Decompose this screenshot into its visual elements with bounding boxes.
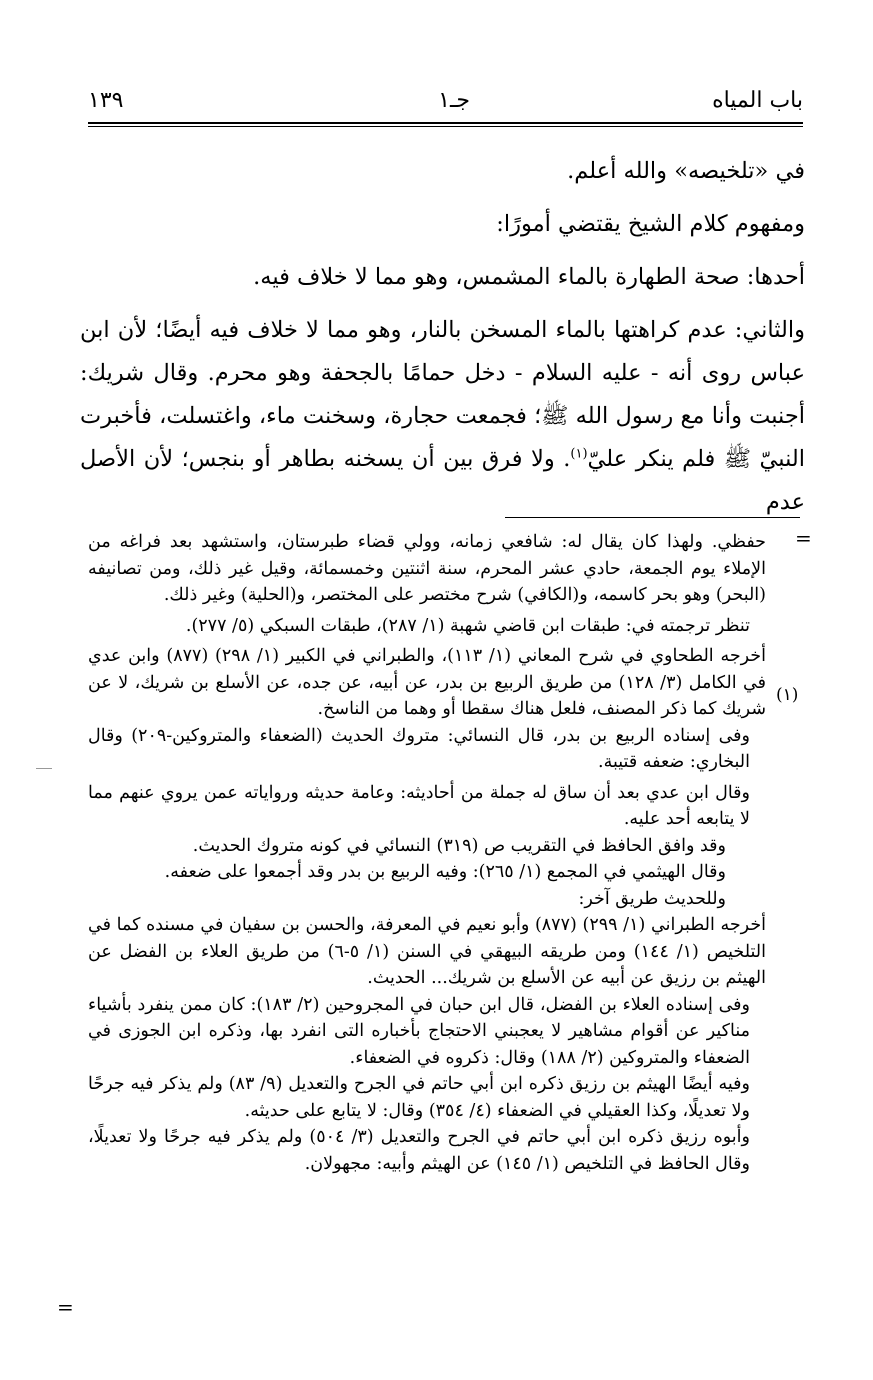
footnote-paragraph: وقد وافق الحافظ في التقريب ص (٣١٩) النسائي في كونه متروك الحديث. [192,835,726,856]
main-paragraph [80,309,805,524]
footnote-paragraph: أخرجه الطبراني (١/ ٢٩٩) (٨٧٧) وأبو نعيم في المعرفة، والحسن بن سفيان في مسنده كما في التلخيص (١/ ١٤٤) ومن طريقه البيهقي في السنن (١/ ٥-٦) من طريق العلاء بن الفضل عن الهيثم بن رزيق عن أبيه عن الأسلع بن شريك... الحديث. [88,915,767,988]
footnote-paragraph: وللحديث طريق آخر: [578,888,726,909]
main-paragraph-text: والثاني: عدم كراهتها بالماء المسخن بالنار، وهو مما لا خلاف فيه أيضًا؛ لأن ابن عباس روى أنه - عليه السلام - دخل حمامًا بالجحفة وهو محرم. وقال شريك: أجنبت وأنا مع رسول الله ﷺ؛ فجمعت حجارة، وسخنت ماء، واغتسلت، فأخبرت النبيّ ﷺ فلم ينكر عليّ [80,317,805,472]
main-paragraph: ومفهوم كلام الشيخ يقتضي أمورًا: [496,211,805,237]
volume-label: جـ١ [438,88,470,113]
footnote-paragraph: وفى إسناده العلاء بن الفضل، قال ابن حبان في المجروحين (٢/ ١٨٣): كان ممن ينفرد بأشياء مناكير عن أقوام مشاهير لا يعجبني الاحتجاج بأخباره التى انفرد بها، وذكره ابن الجوزى في الضعفاء والمتروكين (٢/ ١٨٨) وقال: ذكروه في الضعفاء. [88,994,750,1068]
footnote-continuation-mark: = [795,526,812,550]
footnote-paragraph: أخرجه الطحاوي في شرح المعاني (١/ ١١٣)، والطبراني في الكبير (١/ ٢٩٨) (٨٧٧) وابن عدي في الكامل (٣/ ١٢٨) من طريق الربيع بن بدر، عن أبيه، عن جده، عن الأسلع بن شريك، لا عن شريك كما ذكر المصنف، فلعل هناك سقطا أو وهما من الناسخ. [88,646,766,719]
main-paragraph-text: . ولا فرق بين أن يسخنه بطاهر أو بنجس؛ لأن الأصل عدم [80,446,805,515]
header-rule [88,122,803,124]
footnote-paragraph: تنظر ترجمته في: طبقات ابن قاضي شهبة (١/ ٢٨٧)، طبقات السبكي (٥/ ٢٧٧). [185,615,750,636]
margin-dash [36,768,52,769]
footnote-paragraph: وقال الهيثمي في المجمع (١/ ٢٦٥): وفيه الربيع بن بدر وقد أجمعوا على ضعفه. [164,862,726,882]
header-rule-thin [88,126,803,127]
main-paragraph: في «تلخيصه» والله أعلم. [567,158,805,184]
chapter-title: باب المياه [712,88,803,113]
footnote-paragraph: وأبوه رزيق ذكره ابن أبي حاتم في الجرح والتعديل (٣/ ٥٠٤) ولم يذكر فيه جرحًا ولا تعديلًا، وقال الحافظ في التلخيص (١/ ١٤٥) عن الهيثم وأبيه: مجهولان. [88,1127,750,1174]
footnote-paragraph: حفظي. ولهذا كان يقال له: شافعي زمانه، وولي قضاء طبرستان، واستشهد بعد فراغه من الإملاء يوم الجمعة، حادي عشر المحرم، سنة اثنتين وخمسمائة، وقيل غير ذلك، ومن تصانيفه (البحر) وهو بحر كاسمه، و(الكافي) شرح مختصر على المختصر، و(الحلية) وغير ذلك. [88,532,766,605]
page-number: ١٣٩ [88,88,124,113]
footnotes [88,529,766,1177]
running-header [88,86,803,120]
footnote-paragraph: وفيه أيضًا الهيثم بن رزيق ذكره ابن أبي حاتم في الجرح والتعديل (٩/ ٨٣) ولم يذكر فيه جرحًا ولا تعديلًا، وكذا العقيلي في الضعفاء (٤/ ٣٥٤) وقال: لا يتابع على حديثه. [88,1074,750,1121]
main-text [80,150,805,524]
margin-mark: = [57,1295,74,1319]
main-paragraph: أحدها: صحة الطهارة بالماء المشمس، وهو مما لا خلاف فيه. [253,264,805,290]
footnote-paragraph: وقال ابن عدي بعد أن ساق له جملة من أحاديثه: وعامة حديثه ورواياته عمن يروي عنهم مما لا يتابعه أحد عليه. [88,782,750,829]
footnote-separator [505,517,800,518]
footnote-number: (١) [776,685,799,705]
footnote-paragraph: وفى إسناده الربيع بن بدر، قال النسائي: متروك الحديث (الضعفاء والمتروكين-٢٠٩) وقال البخاري: ضعفه قتيبة. [88,725,750,772]
footnote-reference: (١) [570,446,588,462]
